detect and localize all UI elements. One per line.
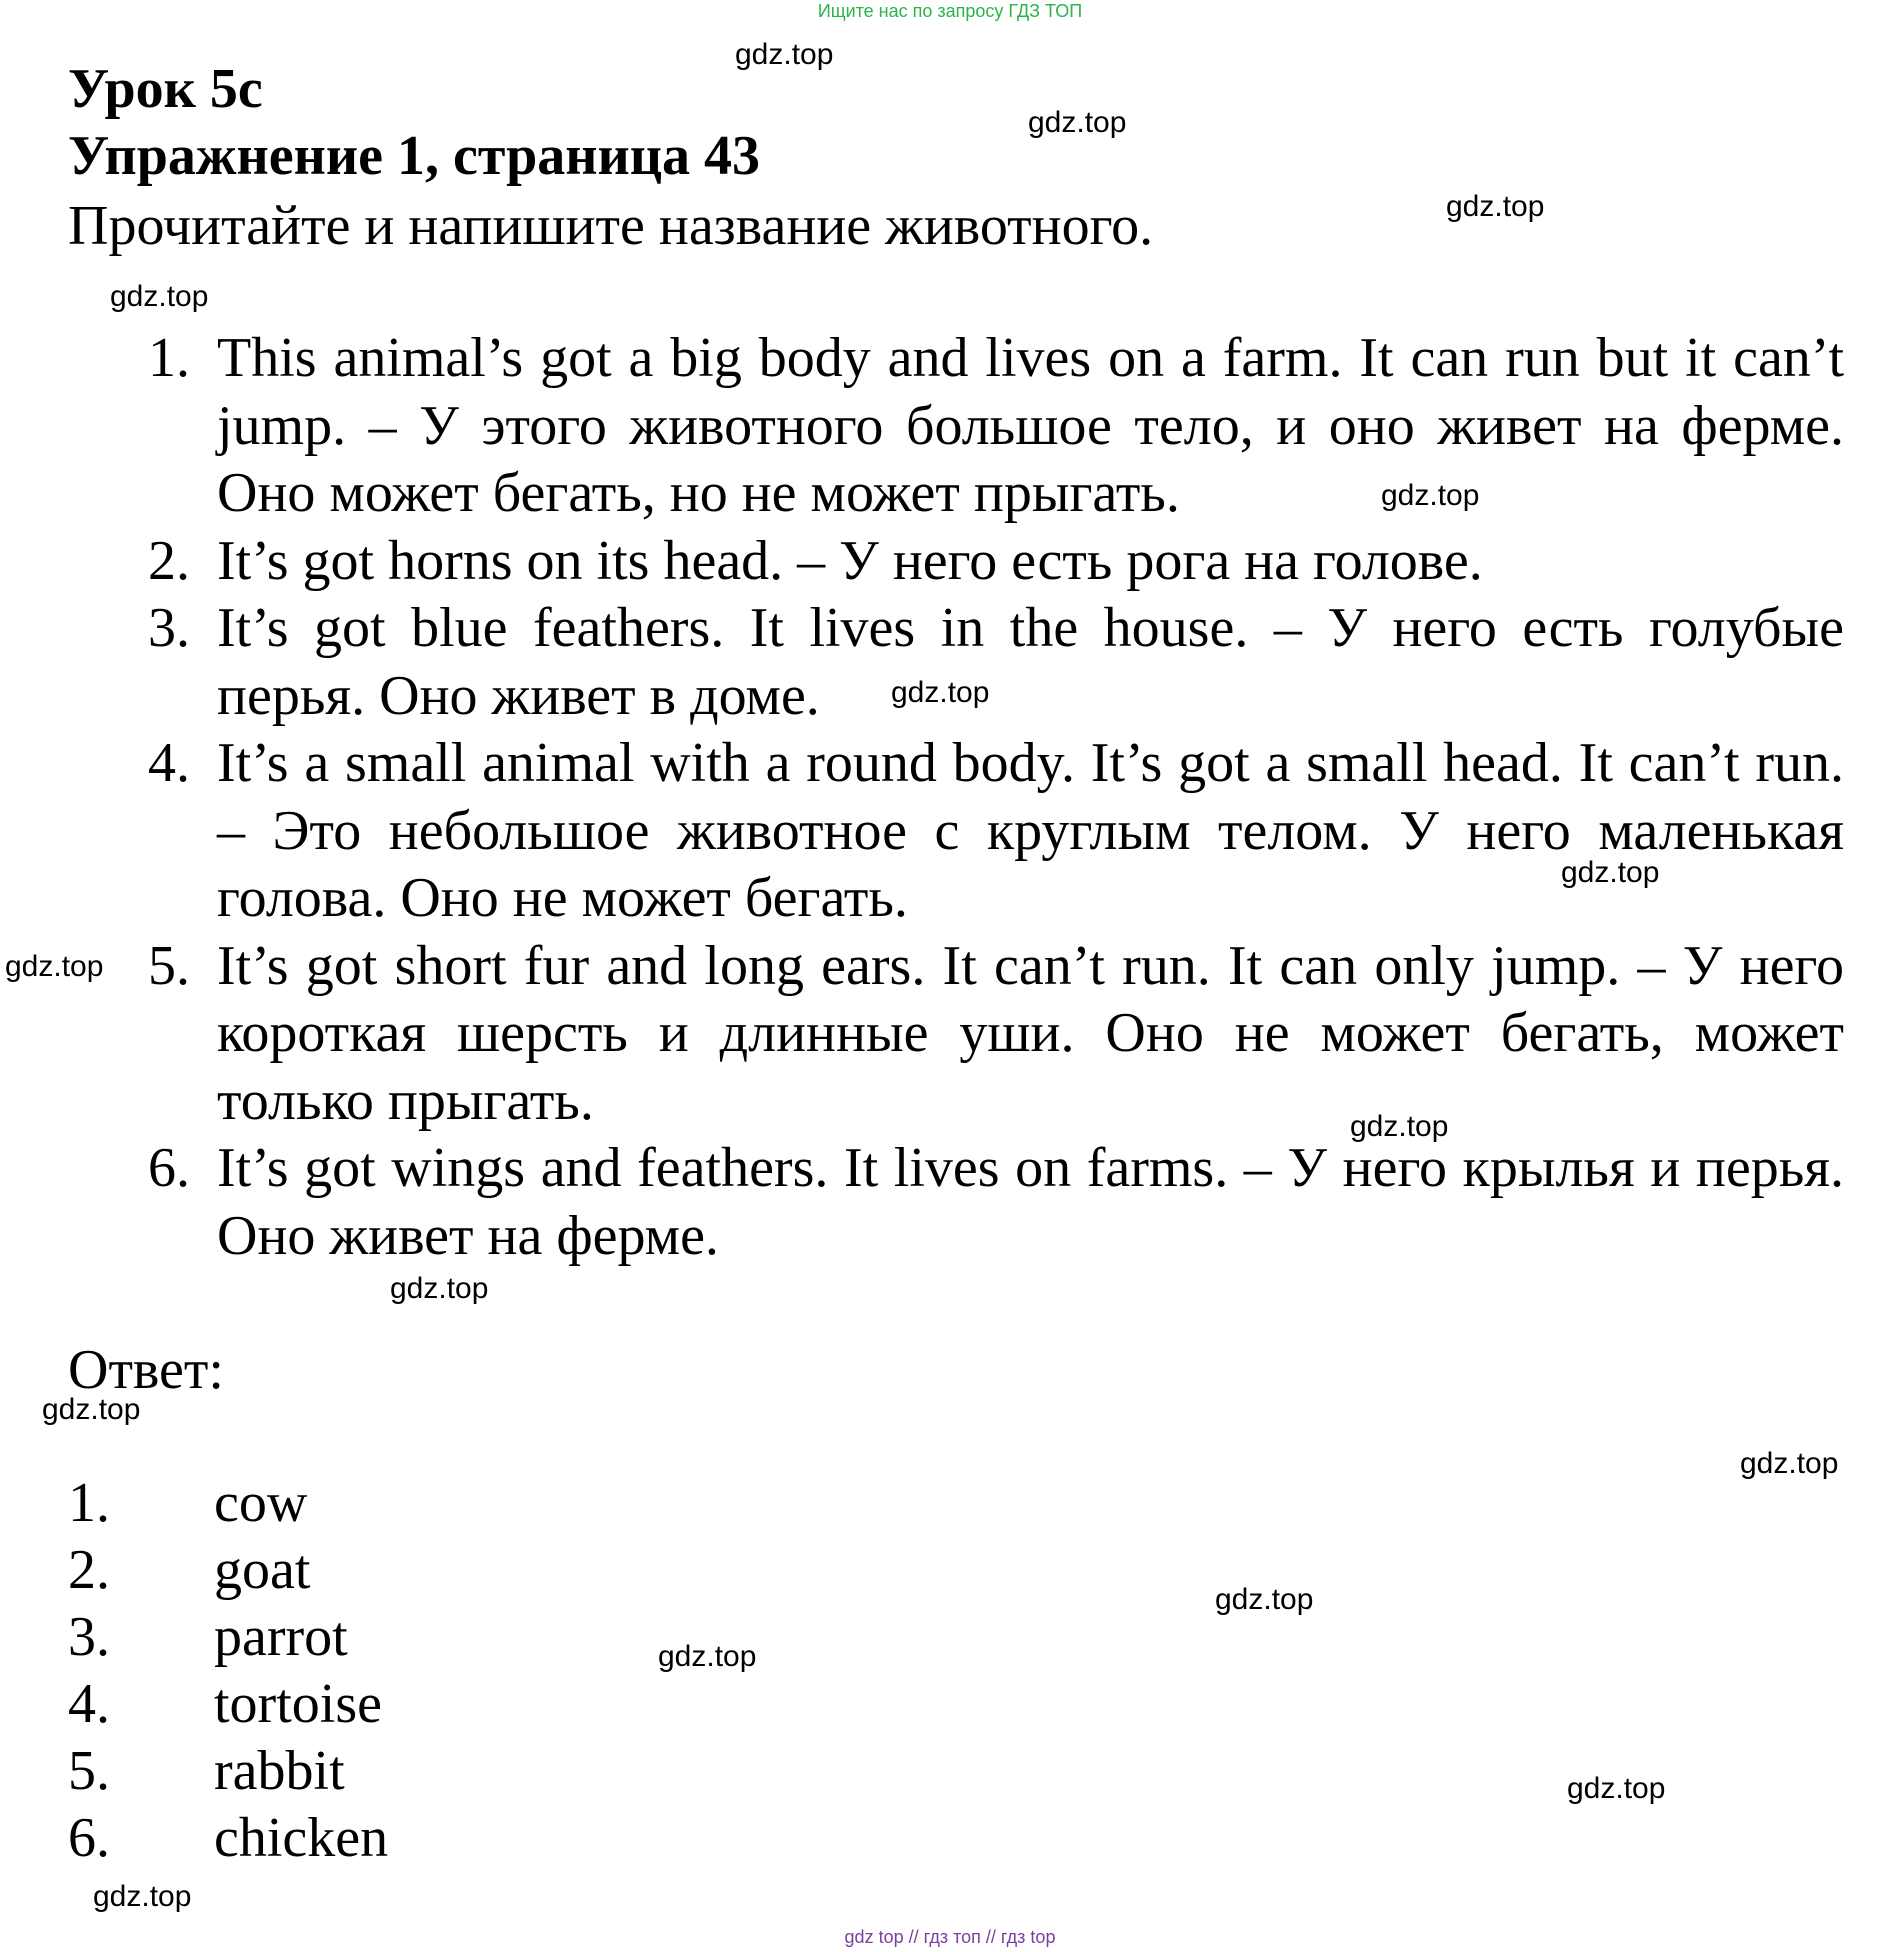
task-text: This animal’s got a big body and lives on a farm. It can run but it can’t jump. – У этого животного большое тело, и оно живет на ферме. Оно может бегать, но не может прыгать. bbox=[217, 327, 1844, 524]
task-item bbox=[0, 325, 1900, 528]
answer-word: tortoise bbox=[214, 1673, 382, 1735]
watermark: gdz.top bbox=[93, 1880, 192, 1913]
answer-word: goat bbox=[214, 1539, 311, 1601]
lesson-title: Урок 5c bbox=[68, 58, 263, 120]
watermark: gdz.top bbox=[735, 38, 834, 71]
task-number: 4. bbox=[148, 732, 190, 794]
watermark: gdz.top bbox=[1215, 1583, 1314, 1616]
watermark: gdz.top bbox=[1740, 1447, 1839, 1480]
answer-row bbox=[0, 1671, 1900, 1738]
answer-word: cow bbox=[214, 1472, 308, 1534]
task-item bbox=[0, 933, 1900, 1136]
task-text: It’s got horns on its head. – У него есть рога на голове. bbox=[217, 529, 1483, 592]
watermark: gdz.top bbox=[1446, 190, 1545, 223]
answer-number: 2. bbox=[68, 1539, 110, 1601]
task-list bbox=[0, 325, 1900, 1270]
task-text: It’s got wings and feathers. It lives on farms. – У него крылья и перья. Оно живет на ферме. bbox=[217, 1137, 1844, 1267]
watermark: gdz.top bbox=[390, 1272, 489, 1305]
task-text: It’s got blue feathers. It lives in the house. – У него есть голубые перья. Оно живет в доме. bbox=[217, 597, 1844, 727]
answer-word: parrot bbox=[214, 1606, 348, 1668]
watermark: gdz.top bbox=[1567, 1772, 1666, 1805]
task-item bbox=[0, 1135, 1900, 1270]
instruction-text: Прочитайте и напишите название животного. bbox=[68, 195, 1154, 257]
answer-list bbox=[0, 1470, 1900, 1872]
answer-word: chicken bbox=[214, 1807, 389, 1869]
answer-word: rabbit bbox=[214, 1740, 345, 1802]
task-item bbox=[0, 528, 1900, 596]
task-text: It’s got short fur and long ears. It can’t run. It can only jump. – У него короткая шерсть и длинные уши. Оно не может бегать, может только прыгать. bbox=[217, 934, 1844, 1132]
watermark: gdz.top bbox=[1028, 106, 1127, 139]
watermark: gdz.top bbox=[658, 1640, 757, 1673]
exercise-title: Упражнение 1, страница 43 bbox=[68, 125, 761, 187]
watermark: gdz.top bbox=[1561, 856, 1660, 889]
answer-number: 4. bbox=[68, 1673, 110, 1735]
answer-number: 3. bbox=[68, 1606, 110, 1668]
answer-number: 5. bbox=[68, 1740, 110, 1802]
task-text: It’s a small animal with a round body. It’s got a small head. It can’t run. – Это небольшое животное с круглым телом. У него маленькая голова. Оно не может бегать. bbox=[217, 732, 1844, 929]
task-item bbox=[0, 730, 1900, 933]
watermark: gdz.top bbox=[891, 676, 990, 709]
task-number: 2. bbox=[148, 529, 190, 592]
watermark: gdz.top bbox=[5, 950, 104, 983]
watermark: gdz.top bbox=[1381, 479, 1480, 512]
task-number: 5. bbox=[148, 934, 190, 997]
top-banner: Ищите нас по запросу ГДЗ ТОП bbox=[817, 1, 1083, 21]
task-number: 3. bbox=[148, 597, 190, 659]
watermark: gdz.top bbox=[42, 1393, 141, 1426]
answer-number: 1. bbox=[68, 1472, 110, 1534]
bottom-banner: gdz top // гдз топ // гдз top bbox=[844, 1927, 1056, 1947]
answer-label: Ответ: bbox=[68, 1339, 224, 1401]
task-number: 6. bbox=[148, 1137, 190, 1199]
task-number: 1. bbox=[148, 327, 190, 389]
answer-number: 6. bbox=[68, 1807, 110, 1869]
watermark: gdz.top bbox=[110, 280, 209, 313]
answer-row bbox=[0, 1604, 1900, 1671]
answer-row bbox=[0, 1537, 1900, 1604]
answer-row bbox=[0, 1805, 1900, 1872]
watermark: gdz.top bbox=[1350, 1110, 1449, 1143]
answer-row bbox=[0, 1470, 1900, 1537]
